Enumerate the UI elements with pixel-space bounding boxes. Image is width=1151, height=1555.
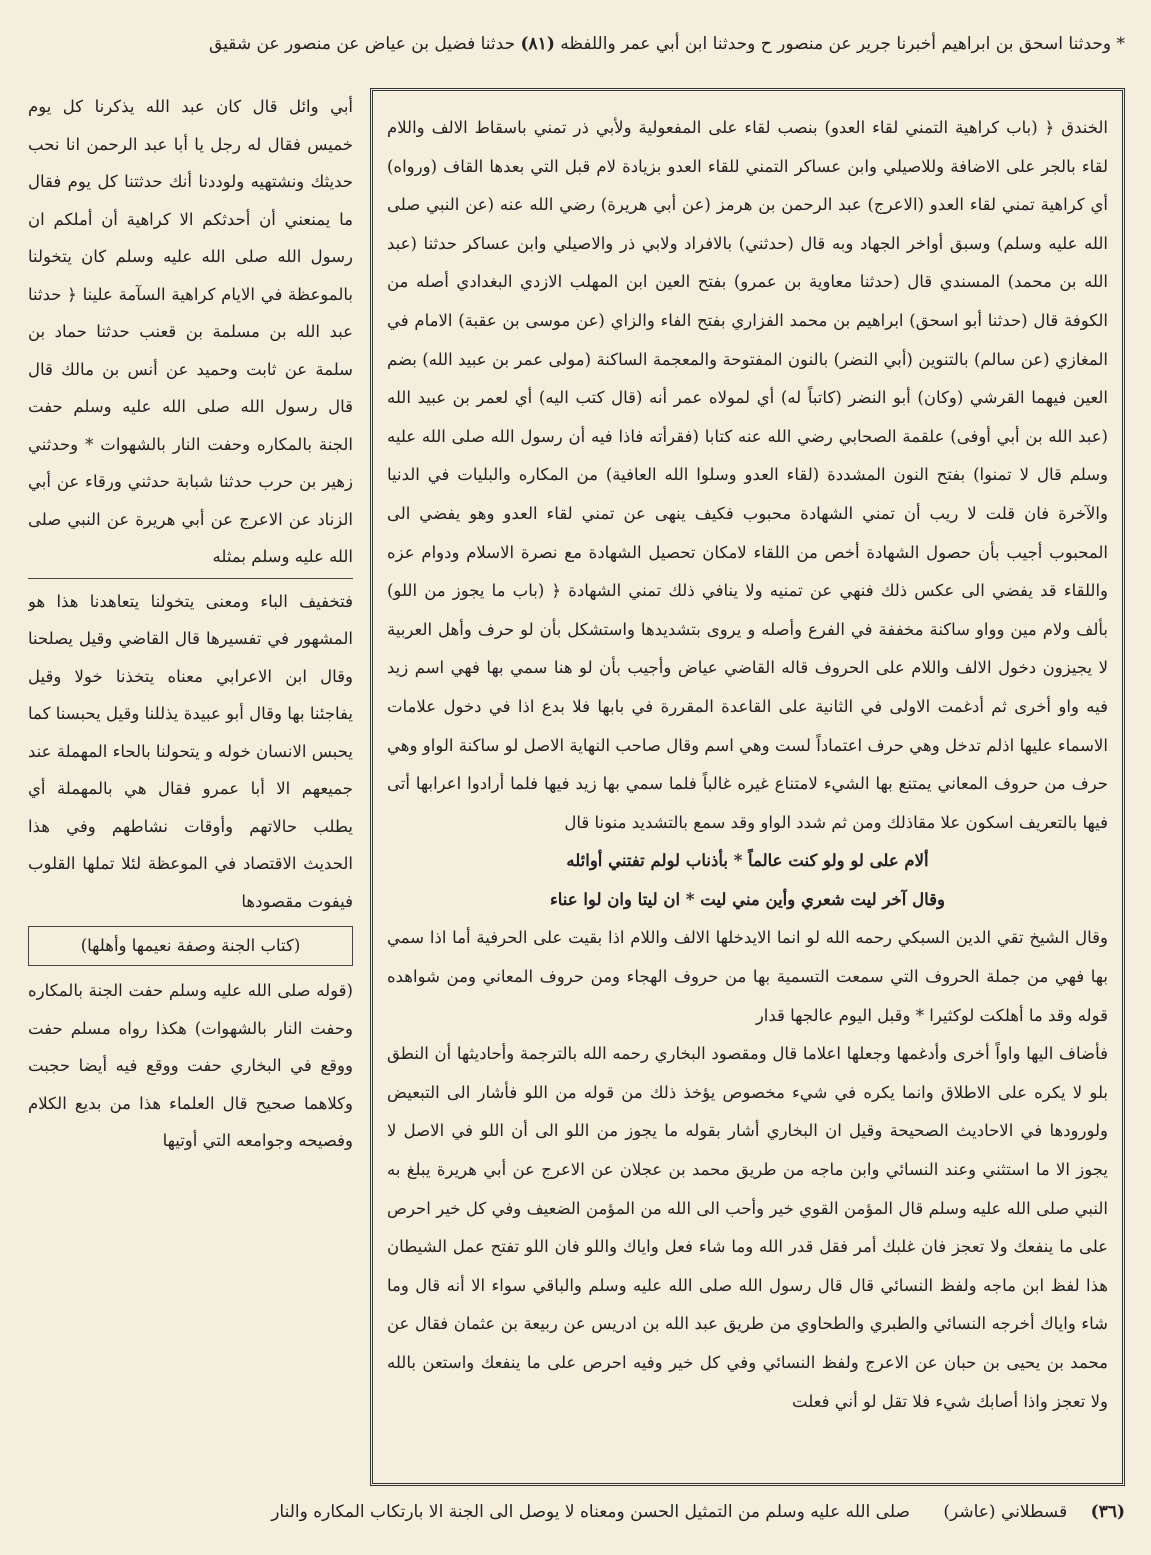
main-paragraph: وقال الشيخ تقي الدين السبكي رحمه الله لو انما الايدخلها الالف واللام اذا بقيت على الحرفية أما اذا سمي بها فهي من جملة الحروف التي سمعت التسمية بها من حروف الهجاء ومن حروف المعاني ومن شواهده قوله وقد ما أهلكت لوكثيرا * وقبل اليوم عالجها قدار — [387, 928, 1108, 1025]
footer-page-number: (٣٦) — [1090, 1502, 1125, 1522]
footer-book-name: قسطلاني — [1000, 1502, 1068, 1522]
main-paragraph: الخندق ﴿ (باب كراهية التمني لقاء العدو) بنصب لقاء على المفعولية ولأبي ذر تمني باسقاط الالف واللام لقاء بالجر على الاضافة وللاصيلي وابن عساكر التمني للقاء العدو بزيادة لام قبل التي بعدها القاف (ورواه) أي كراهية تمني لقاء العدو (الاعرج) عبد الرحمن بن هرمز (عن أبي هريرة) رضي الله عنه (عن النبي صلى الله عليه وسلم) وسبق أواخر الجهاد وبه قال (حدثني) بالافراد ولابي ذر والاصيلي وابن عساكر حدثنا (عبد الله بن محمد) المسندي قال (حدثنا معاوية بن عمرو) بفتح العين ابن المهلب الازدي البغدادي أصله من الكوفة قال (حدثنا أبو اسحق) ابراهيم بن محمد الفزاري بفتح الفاء والزاي (عن موسى بن عقبة) الامام في المغازي (عن سالم) بالتنوين (أبي النضر) بالنون المفتوحة والمعجمة الساكنة (مولى عمر بن عبيد الله) بضم العين فيهما القرشي (وكان) أبو النضر (كاتباً له) أي لمولاه عمر أنه (قال كتب اليه) أي لعمر بن عبيد الله (عبد الله بن أبي أوفى) علقمة الصحابي رضي الله عنه كتابا (فقرأته فاذا فيه أن رسول الله صلى الله عليه وسلم قال لا تمنوا) بفتح النون المشددة (لقاء العدو وسلوا الله العافية) من المكاره والبليات في الدنيا والآخرة فان قلت لا ريب أن تمني الشهادة محبوب فكيف ينهى عن تمني لقاء العدو وهو يفضي الى المحبوب أجيب بأن حصول الشهادة أخص من اللقاء لامكان تحصيل الشهادة مع نصرة الاسلام ودوام عزه واللقاء قد يفضي الى عكس ذلك فنهي عن تمنيه ولا ينافي ذلك تمني الشهادة ﴿ (باب ما يجوز من اللو) بألف ولام مين وواو ساكنة مخففة في الفرع وأصله و يروى بتشديدها واستشكل بأن لو حرف وأهل العربية لا يجيزون دخول الالف واللام على الحروف قاله القاضي عياض وأجيب بأن لو هنا سمي بها فهي اسم زيد فيه واو أخرى ثم أدغمت الاولى في الثانية على القاعدة المقررة في بابها فلا بدع اذا في دخول علامات الاسماء عليها اذلم تدخل وهي حرف اعتماداً لست وهي اسم وقال صاحب النهاية الاصل لو ساكنة الواو وهي حرف من حروف المعاني يمتنع بها الشيء لامتناع غيره غالباً فلما سمي بها زيد فيها فلما أرادوا اعرابها أتى فيها بالتعريف اسكون علا مقاذلك ومن ثم شدد الواو وقد سمع بالتشديد منونا قال — [387, 118, 1108, 832]
side-divider — [28, 578, 353, 579]
book-heading: (كتاب الجنة وصفة نعيمها وأهلها) — [28, 926, 353, 966]
footer-volume: (عاشر) — [943, 1502, 996, 1522]
side-hadith-text: أبي وائل قال كان عبد الله يذكرنا كل يوم خميس فقال له رجل يا أبا عبد الرحمن انا نحب حديثك ونشتهيه ولوددنا أنك حدثتنا كل يوم فقال ما يمنعني أن أحدثكم الا كراهية أن أملكم ان رسول الله صلى الله عليه وسلم كان يتخولنا بالموعظة في الايام كراهية السآمة علينا ﴿ حدثنا عبد الله بن مسلمة بن قعنب حدثنا حماد بن سلمة عن ثابت وحميد عن أنس بن مالك قال قال رسول الله صلى الله عليه وسلم حفت الجنة بالمكاره وحفت النار بالشهوات * وحدثني زهير بن حرب حدثنا شبابة حدثني ورقاء عن أبي الزناد عن الاعرج عن أبي هريرة عن النبي صلى الله عليه وسلم بمثله — [28, 97, 353, 566]
main-commentary-text — [387, 109, 1108, 1421]
header-text-after: حدثنا فضيل بن عياض عن منصور عن شقيق — [208, 34, 516, 54]
footer-text: صلى الله عليه وسلم من التمثيل الحسن ومعناه لا يوصل الى الجنة الا بارتكاب المكاره والنار — [271, 1502, 910, 1522]
side-commentary: (قوله صلى الله عليه وسلم حفت الجنة بالمكاره وحفت النار بالشهوات) هكذا رواه مسلم حفت ووقع في البخاري حفت ووقع فيه أيضا حجبت وكلاهما صحيح قال العلماء هذا من بديع الكلام وفصيحه وجوامعه التي أوتيها — [28, 981, 353, 1150]
page-footer — [60, 1494, 1125, 1530]
main-paragraph: فأضاف اليها واواً أخرى وأدغمها وجعلها اعلاما قال ومقصود البخاري رحمه الله بالترجمة وأحاديثها أن النطق بلو لا يكره على الاطلاق وانما يكره في شيء مخصوص يؤخذ ذلك من قوله من اللو فأشار الى التبعيض ولورودها في الاحاديث الصحيحة وقيل ان البخاري أشار بقوله ما يجوز من اللو الى أن اللو في الاصل لا يجوز الا ما استثني وعند النسائي وابن ماجه من طريق محمد بن عجلان عن الاعرج عن أبي هريرة يبلغ به النبي صلى الله عليه وسلم قال المؤمن القوي خير وأحب الى الله من المؤمن الضعيف وفي كل خير احرص على ما ينفعك ولا تعجز فان غلبك أمر فقل قدر الله وما شاء فعل واياك واللو فان اللو تفتح عمل الشيطان هذا لفظ ابن ماجه ولفظ النسائي قال قال رسول الله صلى الله عليه وسلم والباقي سواء الا أنه قال وما شاء واياك أخرجه النسائي والطبري والطحاوي من طريق عبد الله بن ادريس عن ربيعة بن عثمان فقال عن محمد بن يحيى بن حبان عن الاعرج ولفظ النسائي وفي كل خير وفيه احرص على ما ينفعك واستعن بالله ولا تعجز واذا أصابك شيء فلا تقل لو أني فعلت — [387, 1044, 1108, 1411]
verse-line: ألام على لو ولو كنت عالماً * بأذناب لولم تفتني أوائله — [566, 851, 929, 871]
header-text-before: * وحدثنا اسحق بن ابراهيم أخبرنا جرير عن منصور ح وحدثنا ابن أبي عمر واللفظه — [560, 34, 1125, 54]
header-hadith-line — [30, 30, 1125, 88]
main-commentary-box — [370, 88, 1125, 1486]
verse-line: وقال آخر ليت شعري وأين مني ليت * ان ليتا وان لوا عناء — [550, 889, 945, 909]
side-commentary: فتخفيف الباء ومعنى يتخولنا يتعاهدنا هذا هو المشهور في تفسيرها قال القاضي وقيل يصلحنا وقال ابن الاعرابي معناه يتخذنا خولا وقيل يفاجئنا بها وقال أبو عبيدة يذللنا وقيل يحبسنا كما يحبس الانسان خوله و يتحولنا بالحاء المهملة عند جميعهم الا أبا عمرو فقال هي بالمهملة أي يطلب حالاتهم وأوقات نشاطهم وفي هذا الحديث الاقتصاد في الموعظة لئلا تملها القلوب فيفوت مقصودها — [28, 591, 353, 911]
header-page-ref: (٨١) — [520, 34, 555, 54]
side-column — [28, 88, 353, 1160]
